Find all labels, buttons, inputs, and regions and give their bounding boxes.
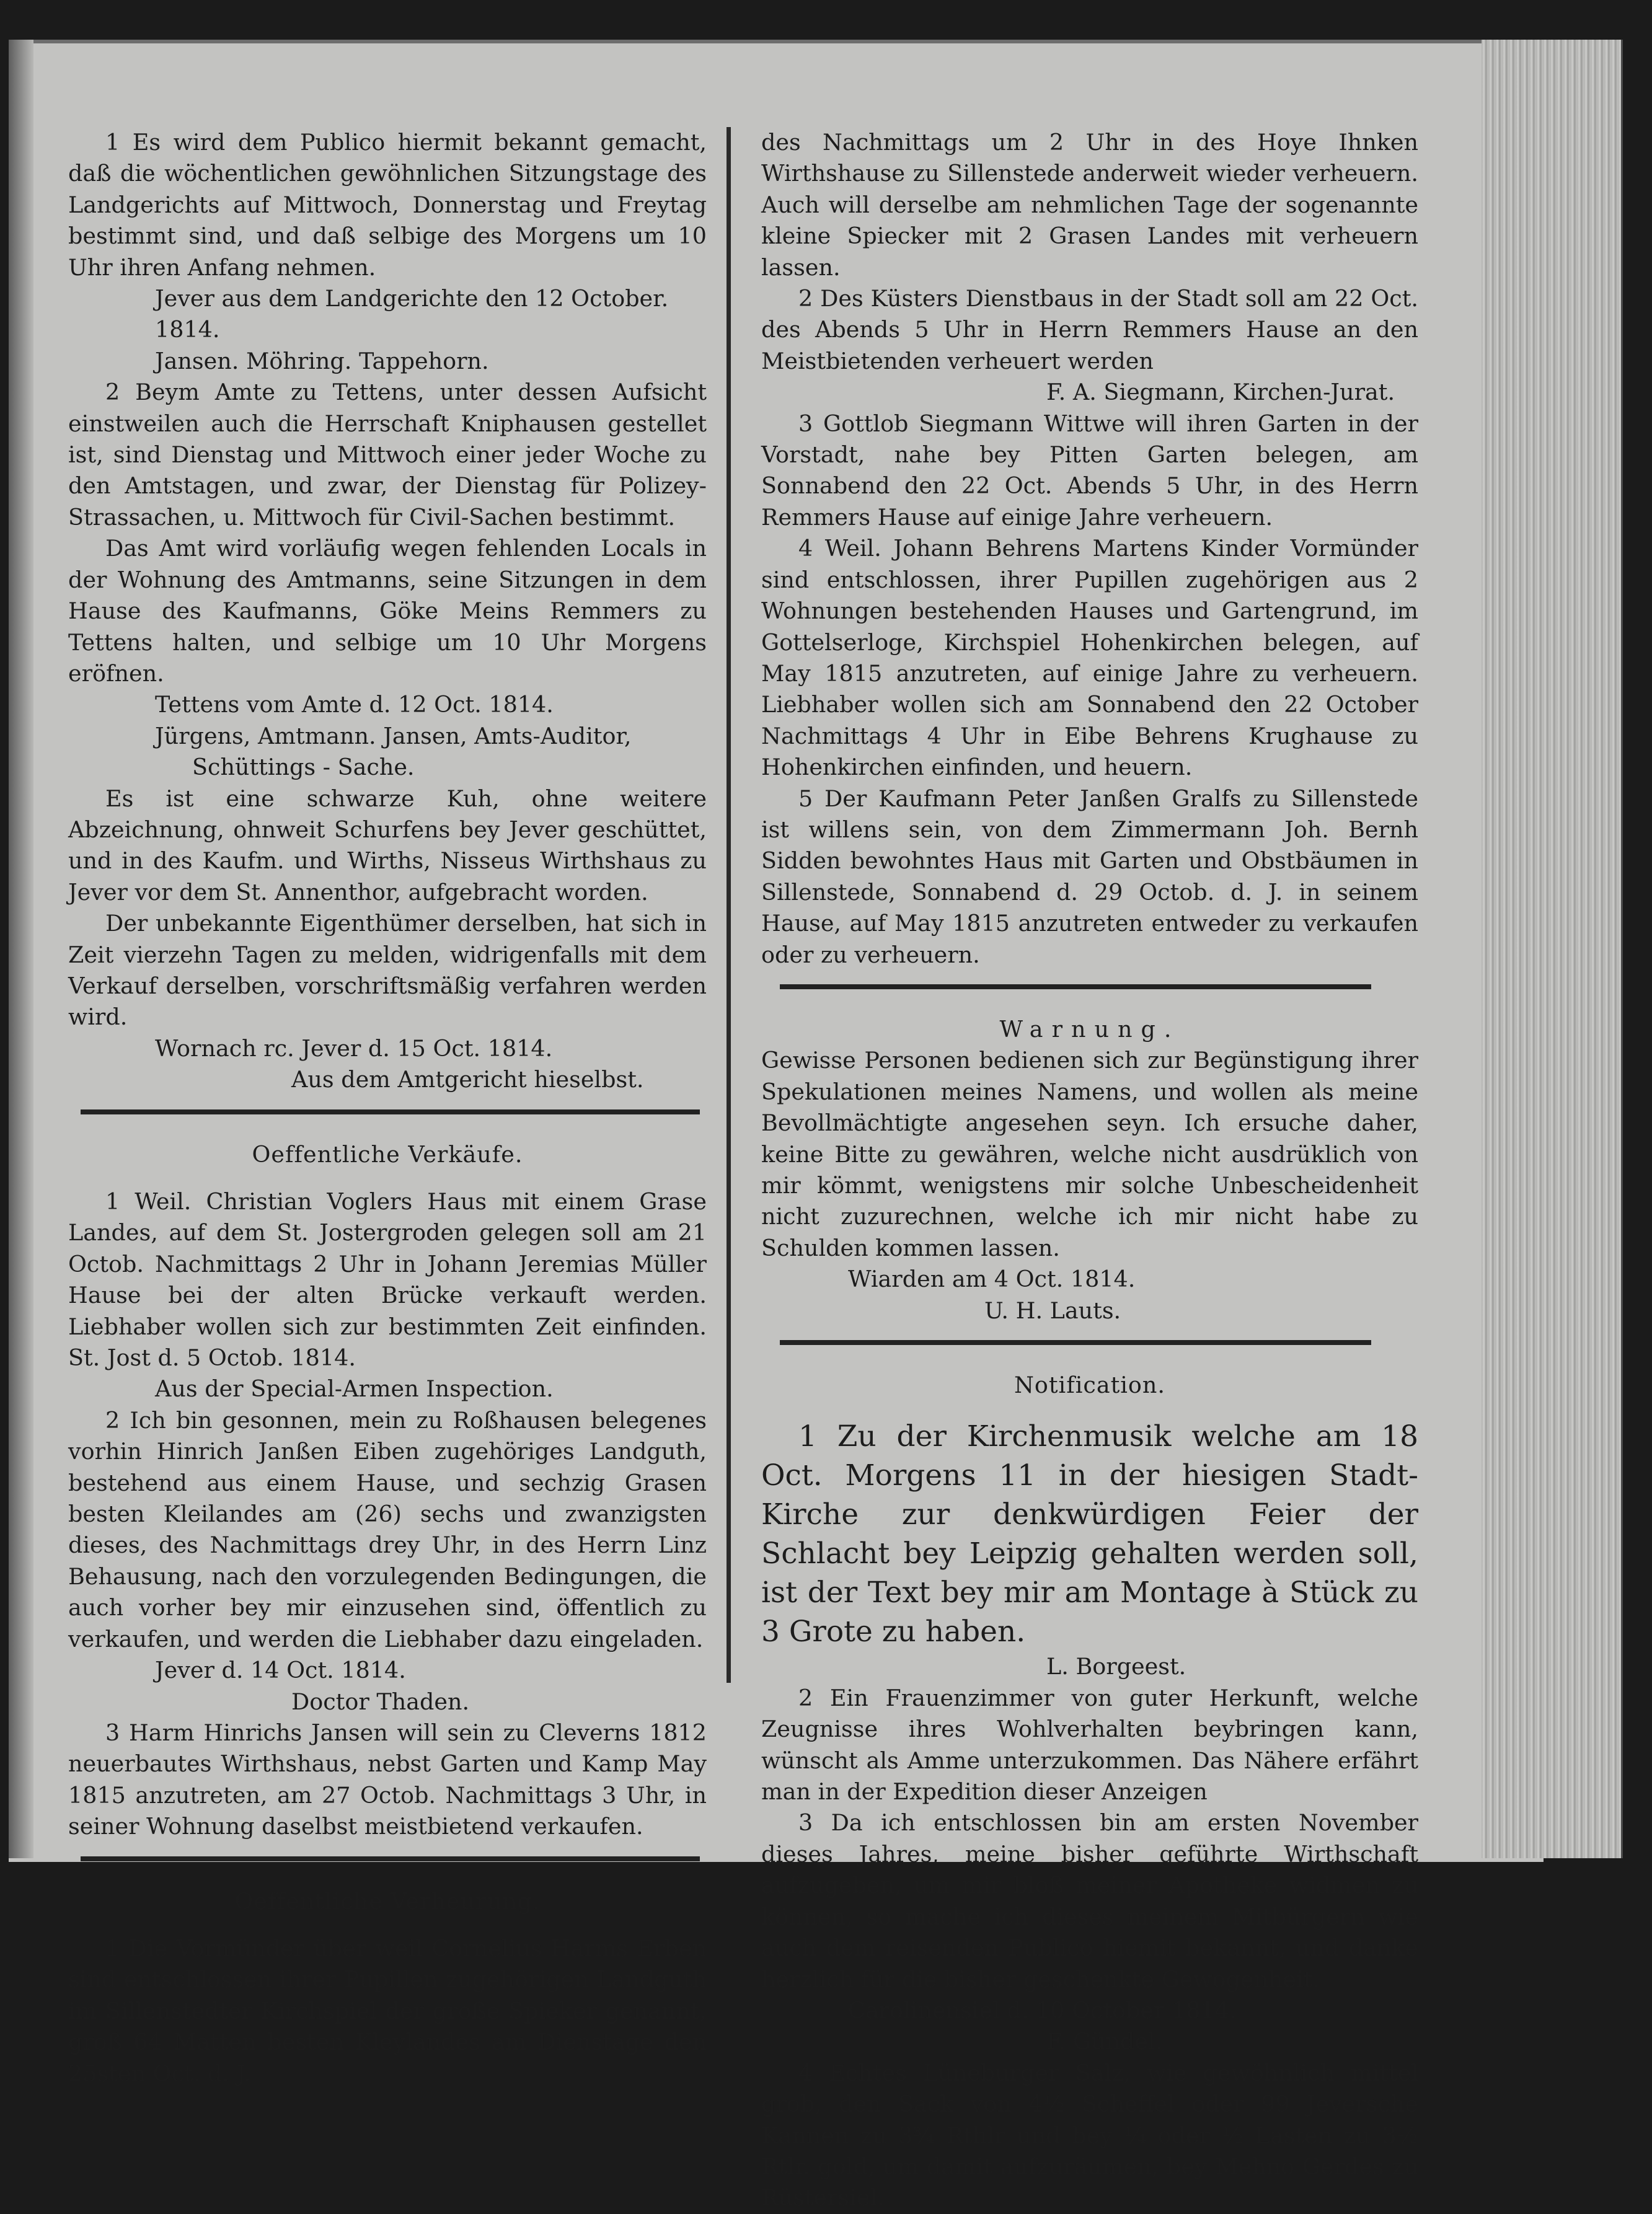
rent-item: 5 Der Kaufmann Peter Janßen Gralfs zu Sillenstede ist willens sein, von dem Zimmermann Joh. Bernh Sidden bewohntes Haus mit Garten und Obstbäumen in Sillenstede, Sonnabend d. 29 Octob. d. J. in seinem Hause, auf May 1815 anzutreten entweder zu verkaufen oder zu verheuern. <box>761 785 1418 968</box>
notice-text: Das Amt wird vorläufig wegen fehlenden Locals in der Wohnung des Amtmanns, seine Sitzungen in dem Hause des Kaufmanns, Göke Meins Remmers zu Tettens halten, und selbige um 10 Uhr Morgens eröfnen. <box>68 535 707 687</box>
sale-signer: Aus der Special-Armen Inspection. <box>155 1375 554 1403</box>
rent-item: des Nachmittags um 2 Uhr in des Hoye Ihnken Wirthshause zu Sillenstede anderweit wieder verheuern. Auch will derselbe am nehmlichen Tage der sogenannte kleine Spiecker mit 2 Grasen Landes mit verheuern lassen. <box>761 129 1418 281</box>
notice-text: 2 Beym Amte zu Tettens, unter dessen Aufsicht einstweilen auch die Herrschaft Kniphausen gestellet ist, sind Dienstag und Mittwoch einer jeder Woche zu den Amtstagen, und zwar, der Dienstag für Polizey-Strassachen, u. Mittwoch für Civil-Sachen bestimmt. <box>68 379 707 531</box>
warning-place-date: Wiarden am 4 Oct. 1814. <box>848 1266 1136 1293</box>
notice-place-date: Wornach rc. Jever d. 15 Oct. 1814. <box>155 1034 553 1062</box>
column-divider <box>727 127 731 1683</box>
notice-signer: Aus dem Amtgericht hieselbst. <box>291 1066 644 1093</box>
notice-text: Der unbekannte Eigenthümer derselben, hat sich in Zeit vierzehn Tagen zu melden, widrigenfalls mit dem Verkauf derselben, vorschriftsmäßig verfahren werden wird. <box>68 910 707 1031</box>
left-column <box>68 127 707 2089</box>
notice-place-date: Jever aus dem Landgerichte den 12 October. 1814. <box>155 285 669 343</box>
notice-signers: Jürgens, Amtmann. Jansen, Amts-Auditor, <box>155 722 632 749</box>
sale-signer: Doctor Thaden. <box>291 1688 470 1715</box>
section-rule <box>780 984 1371 989</box>
section-rule <box>81 1109 700 1114</box>
rent-item: 1 Die Vormünder über weil Cornelius Harms Erben sind entschlossen ihrer Pupillen zugehörigen Landguth im Sillenstedter Kirchspiel der große Spieker genannt, groß 64 Matten besten Kleylandes am Dienstage den 25sten Oct. d. J. <box>68 1934 707 2087</box>
section-notification <box>761 1370 1418 2214</box>
notification-signer: F. Gündel. <box>1046 2028 1163 2055</box>
rent-item: 4 Weil. Johann Behrens Martens Kinder Vormünder sind entschlossen, ihrer Pupillen zugehörigen aus 2 Wohnungen bestehenden Hauses und Gartengrund, im Gottelserloge, Kirchspiel Hohenkirchen belegen, auf May 1815 anzutreten, auf einige Jahre zu verheuern. Liebhaber wollen sich am Sonnabend den 22 October Nachmittags 4 Uhr in Eibe Behrens Krughause zu Hohenkirchen einfinden, und heuern. <box>761 535 1418 781</box>
notice-signers: Schüttings - Sache. <box>192 754 415 781</box>
section-heading: Oeffentliche Verheurung. <box>234 1887 541 1915</box>
section-rule <box>780 1340 1371 1345</box>
section-heading: Notification. <box>1014 1372 1166 1399</box>
notice-amt-tettens <box>68 377 707 783</box>
sale-item: 3 Harm Hinrichs Jansen will sein zu Cleverns 1812 neuerbautes Wirthshaus, nebst Garten und Kamp May 1815 anzutreten, am 27 Octob. Nachmittags 3 Uhr, in seiner Wohnung daselbst meistbietend verkaufen. <box>68 1719 707 1840</box>
notice-landgericht <box>68 127 707 377</box>
notification-signer: L. Borgeest. <box>1046 1653 1186 1680</box>
notice-text: Es ist eine schwarze Kuh, ohne weitere Abzeichnung, ohnweit Schurfens bey Jever geschüttet, und in des Kaufm. und Wirths, Nisseus Wirthshaus zu Jever vor dem St. Annenthor, aufgebracht worden. <box>68 785 707 906</box>
notification-item: 4 Echtes Lüneburger Salz, wie gewöhnlich mittel grob, den Sack von 4½ Scheffel oder 99 Jeversche Kannen zu 3¾ Rthlr und bey ¼ oder ½ Lasten zu 3½ Rtlr. gold, um damit aufzuräumen, bey Mehno Gerdes zu Rüstersiel. <box>761 2059 1418 2212</box>
section-heading: Warnung. <box>999 1015 1180 1043</box>
page-edges <box>1482 40 1623 1858</box>
section-warning <box>761 1014 1418 1326</box>
rent-item: 3 Gottlob Siegmann Wittwe will ihren Garten in der Vorstadt, nahe bey Pitten Garten belegen, am Sonnabend den 22 Oct. Abends 5 Uhr, in des Herrn Remmers Hause auf einige Jahre verheuern. <box>761 410 1418 531</box>
notice-text: 1 Es wird dem Publico hiermit bekannt gemacht, daß die wöchentlichen gewöhnlichen Sitzungstage des Landgerichts auf Mittwoch, Donnerstag und Freytag bestimmt sind, und daß selbige des Morgens um 10 Uhr ihren Anfang nehmen. <box>68 129 707 281</box>
rent-item: 2 Des Küsters Dienstbaus in der Stadt soll am 22 Oct. des Abends 5 Uhr in Herrn Remmers Hause an den Meistbietenden verheuert werden <box>761 285 1418 374</box>
sale-item: 2 Ich bin gesonnen, mein zu Roßhausen belegenes vorhin Hinrich Janßen Eiben zugehöriges Landguth, bestehend aus einem Hause, und sechzig Grasen besten Kleilandes am (26) sechs und zwanzigsten dieses, des Nachmittags drey Uhr, in des Herrn Linz Behausung, nach den vorzulegenden Bedingungen, die auch vorher bey mir einzusehen sind, öffentlich zu verkaufen, und werden die Liebhaber dazu eingeladen. <box>68 1406 707 1652</box>
section-public-rent <box>68 1886 707 2089</box>
notification-item: 3 Da ich entschlossen bin am ersten November dieses Jahres, meine bisher geführte Wirthschaft aufzugeben, um mir bloß meiner Apotheke widmen zu können, so mache ich dieses meinem Mitbürgern wie auch dem reisenden Publico hiemit bekannt, und danke herzlich für die bisher geschenkte Gewogenheit. <box>761 1809 1418 1993</box>
right-column <box>761 127 1418 2214</box>
warning-text: Gewisse Personen bedienen sich zur Begünstigung ihrer Spekulationen meines Namens, und wollen als meine Bevollmächtigte angesehen seyn. Ich ersuche daher, keine Bitte zu gewähren, welche nicht ausdrüklich von mir kömmt, wenigstens mir solche Unbescheidenheit nicht zuzurechnen, welche ich mir nicht habe zu Schulden kommen lassen. <box>761 1047 1418 1261</box>
book-gutter <box>9 40 33 1858</box>
rent-signer: F. A. Siegmann, Kirchen-Jurat. <box>1046 379 1395 406</box>
section-heading: Oeffentliche Verkäufe. <box>252 1140 523 1168</box>
section-public-sales <box>68 1139 707 1843</box>
warning-signer: U. H. Lauts. <box>984 1297 1121 1324</box>
rent-continued <box>761 127 1418 971</box>
notification-place-date: Carolinensiel d. 10 October 1814. <box>848 1996 1237 2024</box>
notice-place-date: Tettens vom Amte d. 12 Oct. 1814. <box>155 691 554 718</box>
notification-item: 2 Ein Frauenzimmer von guter Herkunft, welche Zeugnisse ihres Wohlverhalten beybringen kann, wünscht als Amme unterzukommen. Das Nähere erfährt man in der Expedition dieser Anzeigen <box>761 1684 1418 1806</box>
sale-item: 1 Weil. Christian Voglers Haus mit einem Grase Landes, auf dem St. Jostergroden gelegen soll am 21 Octob. Nachmittags 2 Uhr in Johann Jeremias Müller Hause bei der alten Brücke verkauft werden. Liebhaber wollen sich zur bestimmten Zeit einfinden. St. Jost d. 5 Octob. 1814. <box>68 1188 707 1372</box>
notice-signers: Jansen. Möhring. Tappehorn. <box>155 347 489 374</box>
notification-item: 1 Zu der Kirchenmusik welche am 18 Oct. Morgens 11 in der hiesigen Stadt-Kirche zur denkwürdigen Feier der Schlacht bey Leipzig gehalten werden soll, ist der Text bey mir am Montage à Stück zu 3 Grote zu haben. <box>761 1419 1418 1649</box>
sale-place-date: Jever d. 14 Oct. 1814. <box>155 1657 406 1684</box>
notice-cow <box>68 783 707 1096</box>
section-rule <box>81 1856 700 1861</box>
